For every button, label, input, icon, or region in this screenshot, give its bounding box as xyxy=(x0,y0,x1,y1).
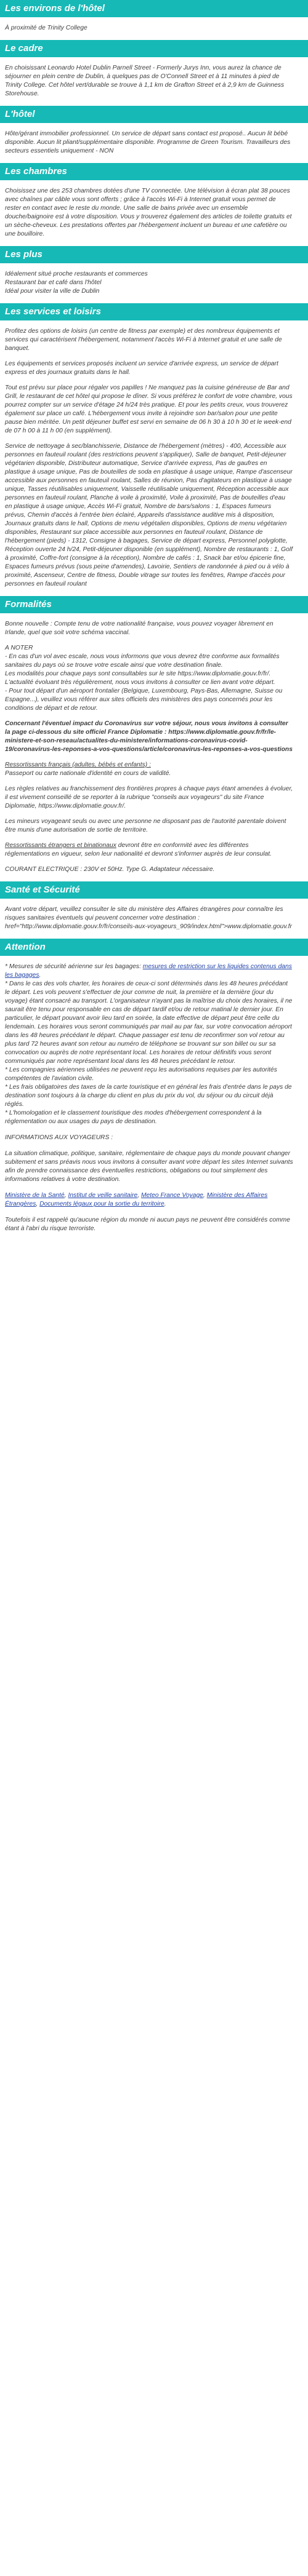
link-ministere-sante[interactable]: Ministère de la Santé xyxy=(5,1192,65,1199)
section-title-hotel: L'hôtel xyxy=(0,106,308,123)
section-body-cadre xyxy=(0,57,298,106)
section-title-environs: Les environs de l'hôtel xyxy=(0,0,308,17)
section-attention xyxy=(0,939,308,1241)
spacer xyxy=(5,1209,293,1216)
baggage-suffix: . xyxy=(39,972,41,979)
spacer xyxy=(5,1126,293,1134)
section-cadre xyxy=(0,40,308,106)
hotel-info-page xyxy=(0,0,308,1241)
nationals-heading: Ressortissants français (adultes, bébés et enfants) : xyxy=(5,761,151,768)
link-meteo-france[interactable]: Meteo France Voyage xyxy=(140,1192,203,1199)
link-affaires-etrangeres[interactable]: Ministère des Affaires Étrangères xyxy=(5,1192,268,1207)
section-environs xyxy=(0,0,308,40)
spacer xyxy=(5,1142,293,1150)
section-sante xyxy=(0,881,308,939)
sante-text: Avant votre départ, veuillez consulter le site du ministère des Affaires étrangères pour connaître les risques sanitaires éventuels qui peuvent concerner votre destination : href="http://www.diplomatie.gouv.fr/fr/conseils-aux-voyageurs_909/index.html">www.diplomatie.gouv.fr xyxy=(5,906,292,930)
rules-text: Les règles relatives au franchissement des frontières propres à chaque pays étant amenées à évoluer, il est vivement conseillé de se reporter à la rubrique "conseils aux voyageurs" du site France Diplomatie, https://www.diplomatie.gouv.fr/. xyxy=(5,785,293,809)
nationals-block xyxy=(5,761,293,778)
info-heading: INFORMATIONS AUX VOYAGEURS : xyxy=(5,1134,113,1141)
nationals-text: Passeport ou carte nationale d'identité en cours de validité. xyxy=(5,770,171,777)
section-title-sante: Santé et Sécurité xyxy=(0,881,308,899)
section-plus xyxy=(0,246,308,303)
coronavirus-notice: Concernant l'éventuel impact du Coronavirus sur votre séjour, nous vous invitons à consulter la page ci-dessous du site officiel France Diplomatie : https://www.diplomatie.gouv.fr/fr/le-ministere-et-son-reseau/actualites-du-ministere/informations-coronavirus-covid-19/coronavirus-les-reponses-a-vos-questions/article/coronavirus-les-reponses-a-vos-questions xyxy=(5,720,293,753)
section-body-chambres xyxy=(0,180,298,246)
formalites-note xyxy=(5,644,293,713)
section-hotel xyxy=(0,106,308,163)
section-formalites xyxy=(0,596,308,881)
foreign-body: devront être en conformité avec les différentes réglementations en vigueur, selon leur nationalité et devront s'informer auprès de leur consulat. xyxy=(5,842,272,857)
section-chambres xyxy=(0,163,308,246)
foreign-nationals-text xyxy=(5,841,293,859)
spacer xyxy=(5,1184,293,1191)
section-title-attention: Attention xyxy=(0,939,308,956)
foreign-heading: Ressortissants étrangers et binationaux xyxy=(5,842,116,849)
section-title-cadre: Le cadre xyxy=(0,40,308,57)
section-title-services: Les services et loisirs xyxy=(0,303,308,320)
formalites-intro: Bonne nouvelle : Compte tenu de votre nationalité française, vous pouvez voyager librement en Irlande, quel que soit votre schéma vaccinal. xyxy=(5,621,274,636)
baggage-prefix: * Mesures de sécurité aérienne sur les bagages: xyxy=(5,963,143,970)
info-text: La situation climatique, politique, sanitaire, réglementaire de chaque pays du monde pouvant changer subitement et sans préavis nous vous invitons à consulter avant votre départ les sites Internet suivants afin de prendre connaissance des éventuelles restrictions, obligations ou tout simplement des informations relatives à votre destination. xyxy=(5,1150,293,1183)
section-services xyxy=(0,303,308,596)
section-title-chambres: Les chambres xyxy=(0,163,308,180)
info-links: Ministère de la Santé, Institut de veille sanitaire, Meteo France Voyage, Ministère des Affaires Étrangères, Documents légaux pour la sortie du territoire. xyxy=(5,1192,268,1207)
liquids-restriction-link[interactable]: mesures de restriction sur les liquides contenus dans les bagages xyxy=(5,963,292,979)
section-body-attention xyxy=(0,956,298,1241)
note-line: Les modalités pour chaque pays sont consultables sur le site https://www.diplomatie.gouv.fr/fr/. L'actualité évoluant très régulièrement, nous vous invitons à consulter ce lien avant votre départ. xyxy=(5,670,275,686)
attention-line: * Dans le cas des vols charter, les horaires de ceux-ci sont déterminés dans les 48 heures précédant le départ. Les vols peuvent s'effectuer de jour comme de nuit, la première et la dernière (jour du voyage) étant consacré au transport. L'organisateur n'ayant pas la maîtrise du choix des horaires, il ne saurait être tenu pour responsable en cas de départ tardif et/ou de retour matinal le dernier jour. En particulier, le départ pouvant avoir lieu tard en soirée, la date effective de départ peut être celle du lendemain. Les horaires vous seront communiqués par mail au par fax, sur votre convocation aéroport dans les 48 heures précédant le départ. Chaque passager est tenu de reconfirmer son vol retour au plus tard 72 heures avant son retour au numéro de téléphone se trouvant sur son billet ou sur sa convocation ou auprès de notre représentant local. Les horaires de retour définitifs vous seront communiqués par notre représentant local dans les 48 heures précédant le retour. xyxy=(5,980,293,1065)
hotel-text: Hôte/gérant immobilier professionnel. Un service de départ sans contact est proposé.. Aucun lit bébé disponible. Aucun lit pliant/supplémentaire disponible. Programme de Green Tourism. Travailleurs des secteurs essentiels uniquement - NON xyxy=(5,130,291,154)
plus-line: Idéalement situé proche restaurants et commerces xyxy=(5,271,148,277)
environs-text: À proximité de Trinity College xyxy=(5,25,87,31)
note-line: - Pour tout départ d'un aéroport frontalier (Belgique, Luxembourg, Pays-Bas, Allemagne, Suisse ou Espagne...), veuillez vous référer aux sites officiels des ministères des pays concernés pour les conditions de départ et de retour. xyxy=(5,688,283,712)
attention-line: * L'homologation et le classement touristique des modes d'hébergement correspondent à la réglementation ou aux usages du pays de destination. xyxy=(5,1110,262,1125)
cadre-text: En choisissant Leonardo Hotel Dublin Parnell Street - Formerly Jurys Inn, vous aurez la chance de séjourner en plein centre de Dublin, à quelques pas de O'Connell Street et à 11 minutes à pied de Trinity College. Cet hôtel vert/durable se trouve à 1,1 km de Grafton Street et à 2,9 km de Guinness Storehouse. xyxy=(5,65,285,97)
services-paragraph: Profitez des options de loisirs (un centre de fitness par exemple) et des nombreux équipements et services qui caractérisent l'hébergement, notamment l'accès Wi-Fi à Internet gratuit et une salle de banquet. xyxy=(5,328,282,352)
electric-current-text: COURANT ELECTRIQUE : 230V et 50Hz. Type G. Adaptateur nécessaire. xyxy=(5,866,215,873)
section-body-hotel xyxy=(0,123,298,163)
link-veille-sanitaire[interactable]: Institut de veille sanitaire xyxy=(68,1192,138,1199)
note-line: - En cas d'un vol avec escale, nous vous informons que vous devrez être conforme aux formalités sanitaires du pays où se trouve votre escale ainsi que votre destination finale. xyxy=(5,653,280,669)
plus-line: Restaurant bar et café dans l'hôtel xyxy=(5,279,102,286)
attention-line: * Les frais obligatoires des taxes de la carte touristique et en général les frais d'entrée dans le pays de destination sont toujours à la charge du client en plus du prix du vol, du séjour ou du circuit déjà réglés. xyxy=(5,1084,292,1108)
section-body-services xyxy=(0,320,298,596)
section-body-formalites xyxy=(0,613,298,881)
chambres-text: Choisissez une des 253 chambres dotées d'une TV connectée. Une télévision à écran plat 38 pouces avec chaînes par câble vous sont offerts ; grâce à l'accès Wi-Fi à Internet gratuit vous permet de rester en contact avec le reste du monde. Une salle de bains privée avec un ensemble douche/baignoire est à votre disposition. Vous y trouverez également des articles de toilette gratuits et un sèche-cheveux. Les prestations offertes par l'hébergement incluent un bureau et une cafetière ou une bouilloire. xyxy=(5,188,292,237)
plus-line: Idéal pour visiter la ville de Dublin xyxy=(5,288,100,295)
minors-text: Les mineurs voyageant seuls ou avec une personne ne disposant pas de l'autorité parentale doivent être munis d'une autorisation de sortie de territoire. xyxy=(5,818,286,833)
section-body-plus xyxy=(0,263,298,303)
closing-text: Toutefois il est rappelé qu'aucune région du monde ni aucun pays ne peuvent être considérés comme étant à l'abri du risque terroriste. xyxy=(5,1217,290,1232)
services-paragraph: Les équipements et services proposés incluent un service d'arrivée express, un service de départ express et des journaux gratuits dans le hall. xyxy=(5,360,278,376)
services-paragraph: Service de nettoyage à sec/blanchisserie, Distance de l'hébergement (mètres) - 400, Accessible aux personnes en fauteuil roulant (des restrictions peuvent s'appliquer), Salle de banquet, Petit-déjeuner végétarien disponible, Distributeur automatique, Service d'arrivée express, Pas de gaufres en plastique à usage unique, Pas de bouteilles de soda en plastique à usage unique, Rampe d'ascenseur accessible aux personnes en fauteuil roulant, Salles de réunion, Pas d'agitateurs en plastique à usage unique, Tasses réutilisables uniquement, Vaisselle réutilisable uniquement, Réception accessible aux personnes en fauteuil roulant, Planche à voile à proximité, Voile à proximité, Pas de bouteilles d'eau en plastique à usage unique, Accès Wi-Fi gratuit, Nombre de bars/salons : 1, Espaces fumeurs prévus, Chemin d'accès à l'entrée bien éclairé, Appareils d'assistance auditive mis à disposition, Journaux gratuits dans le hall, Options de menu végétalien disponibles, Options de menu végétarien disponibles, Restaurant sur place accessible aux personnes en fauteuil roulant, Distance de l'hébergement (pieds) - 1312, Consigne à bagages, Service de départ express, Personnel polyglotte, Réception ouverte 24 h/24, Petit-déjeuner disponible (en supplément), Nombre de restaurants : 1, Golf à proximité, Coffre-fort (consigne à la réception), Nombre de cafés : 1, Snack bar et/ou épicerie fine, Espaces fumeurs prévus (sous peine d'amendes), Lavoirie, Sentiers de randonnée à pied ou à vélo à proximité, Ascenseur, Centre de fitness, Double vitrage sur toutes les fenêtres, Rampe d'accès pour personnes en fauteuil roulant xyxy=(5,443,293,587)
baggage-security-line xyxy=(5,963,293,980)
section-title-plus: Les plus xyxy=(0,246,308,263)
section-title-formalites: Formalités xyxy=(0,596,308,613)
services-paragraph: Tout est prévu sur place pour régaler vos papilles ! Ne manquez pas la cuisine généreuse de Bar and Grill, le restaurant de cet hôtel qui propose le dîner. Si vous préférez le confort de votre chambre, vous pourrez compter sur un service d'étage 24 h/24 très pratique. Et pour les petits creux, vous trouverez également sur place un café. L'hébergement vous invite à rejoindre son bar/salon pour une petite pause bien méritée. Un petit déjeuner buffet est servi en semaine de 06 h 30 à 10 h 30 et le week-end de 07 h 00 à 11 h 00 (en supplément). xyxy=(5,384,293,434)
attention-line: * Les compagnies aériennes utilisées ne peuvent reçu les autorisations requises par les autorités compétentes de l'aviation civile. xyxy=(5,1067,277,1082)
section-body-environs xyxy=(0,17,298,40)
section-body-sante xyxy=(0,899,298,939)
note-heading: A NOTER xyxy=(5,645,33,651)
link-documents-legaux[interactable]: Documents légaux pour la sortie du territoire xyxy=(39,1201,164,1207)
